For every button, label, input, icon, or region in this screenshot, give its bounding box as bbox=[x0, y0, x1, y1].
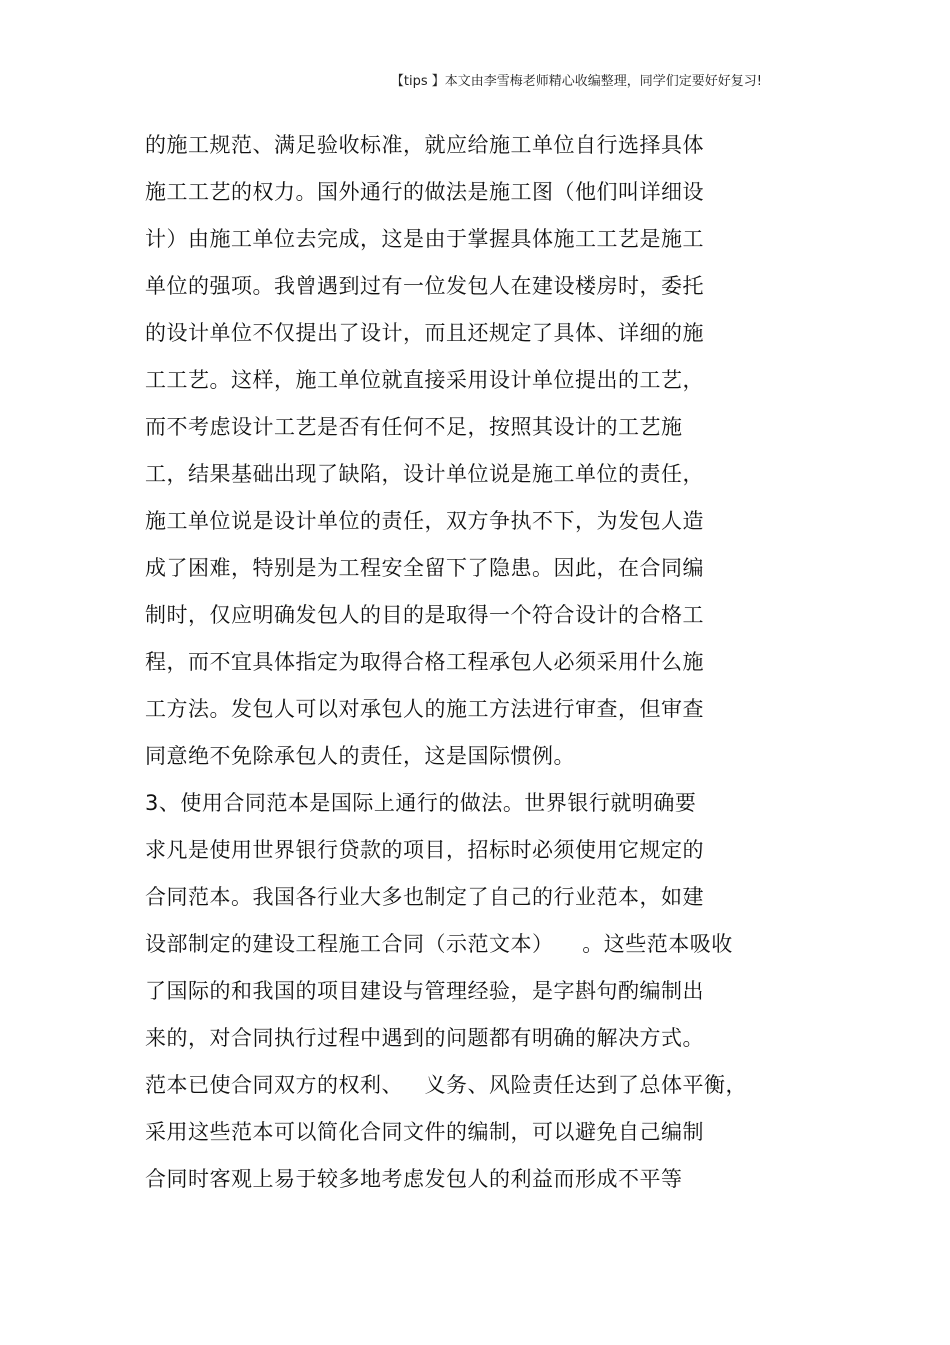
header-tips-note: 【tips 】本文由李雪梅老师精心收编整理，同学们定要好好复习! bbox=[390, 74, 762, 89]
text-line: 了国际的和我国的项目建设与管理经验，是字斟句酌编制出 bbox=[145, 979, 704, 1003]
text-line: 3、使用合同范本是国际上通行的做法。世界银行就明确要 bbox=[145, 791, 697, 815]
text-line: 计）由施工单位去完成，这是由于掌握具体施工工艺是施工 bbox=[145, 227, 704, 251]
text-line: 的设计单位不仅提出了设计，而且还规定了具体、详细的施 bbox=[145, 321, 704, 345]
text-line: 设部制定的建设工程施工合同（示范文本） 。这些范本吸收 bbox=[145, 932, 733, 956]
text-line: 施工单位说是设计单位的责任，双方争执不下，为发包人造 bbox=[145, 509, 704, 533]
text-line: 求凡是使用世界银行贷款的项目，招标时必须使用它规定的 bbox=[145, 838, 704, 862]
text-line: 采用这些范本可以简化合同文件的编制，可以避免自己编制 bbox=[145, 1120, 704, 1144]
text-line: 而不考虑设计工艺是否有任何不足，按照其设计的工艺施 bbox=[145, 415, 683, 439]
text-line: 合同时客观上易于较多地考虑发包人的利益而形成不平等 bbox=[145, 1167, 683, 1191]
text-line: 合同范本。我国各行业大多也制定了自己的行业范本，如建 bbox=[145, 885, 704, 909]
text-line: 单位的强项。我曾遇到过有一位发包人在建设楼房时，委托 bbox=[145, 274, 704, 298]
document-body bbox=[145, 122, 805, 1203]
text-line: 施工工艺的权力。国外通行的做法是施工图（他们叫详细设 bbox=[145, 180, 704, 204]
text-line: 同意绝不免除承包人的责任，这是国际惯例。 bbox=[145, 744, 575, 768]
text-line: 来的，对合同执行过程中遇到的问题都有明确的解决方式。 bbox=[145, 1026, 704, 1050]
text-line: 工，结果基础出现了缺陷，设计单位说是施工单位的责任， bbox=[145, 462, 704, 486]
text-line: 范本已使合同双方的权利、 义务、风险责任达到了总体平衡， bbox=[145, 1073, 748, 1097]
text-line: 成了困难，特别是为工程安全留下了隐患。因此，在合同编 bbox=[145, 556, 704, 580]
text-line: 制时，仅应明确发包人的目的是取得一个符合设计的合格工 bbox=[145, 603, 704, 627]
text-line: 的施工规范、满足验收标准，就应给施工单位自行选择具体 bbox=[145, 133, 704, 157]
text-line: 工方法。发包人可以对承包人的施工方法进行审查，但审查 bbox=[145, 697, 704, 721]
text-line: 程，而不宜具体指定为取得合格工程承包人必须采用什么施 bbox=[145, 650, 704, 674]
text-line: 工工艺。这样，施工单位就直接采用设计单位提出的工艺， bbox=[145, 368, 704, 392]
